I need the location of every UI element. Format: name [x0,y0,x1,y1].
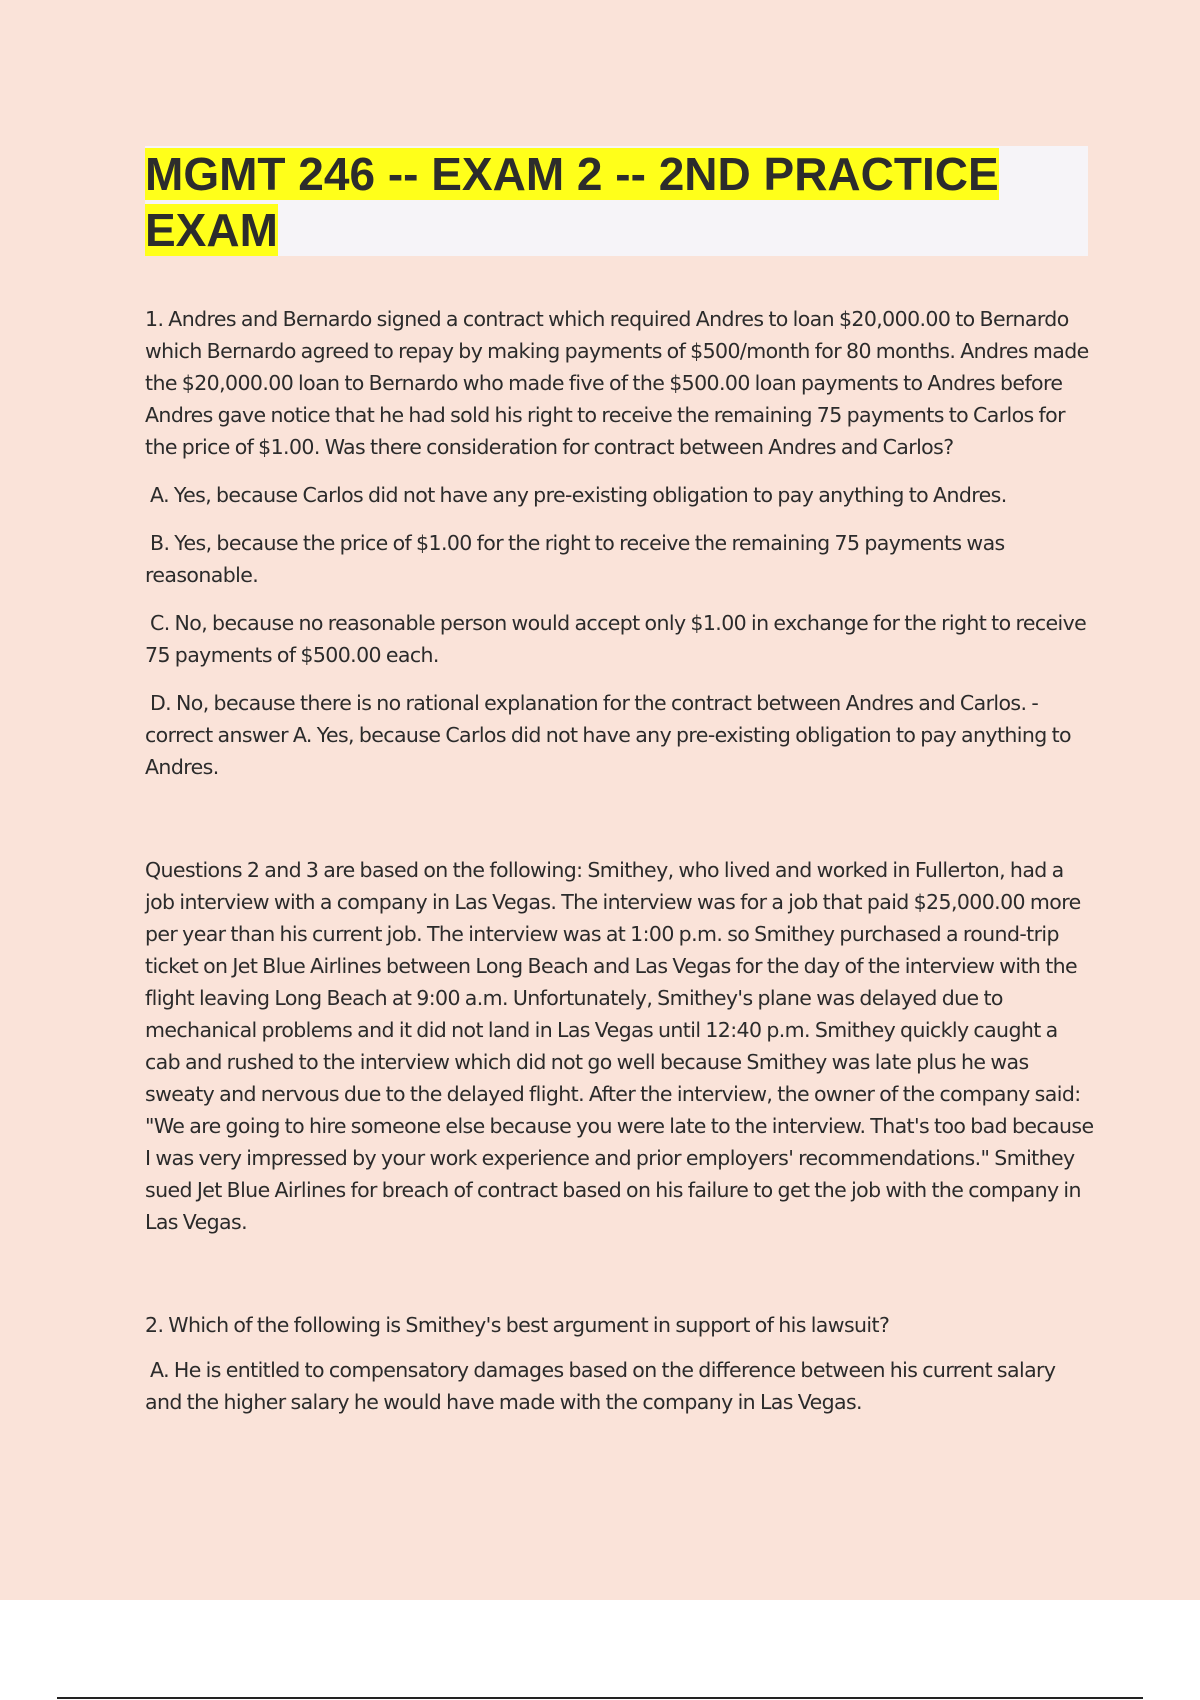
scenario-paragraph: Questions 2 and 3 are based on the following: Smithey, who lived and worked in Fullerton, had a job interview with a company in Las Vegas. The interview was for a job that paid $25,000.00 more per year than his current job. The interview was at 1:00 p.m. so Smithey purchased a round-trip ticket on Jet Blue Airlines between Long Beach and Las Vegas for the day of the interview with the flight leaving Long Beach at 9:00 a.m. Unfortunately, Smithey's plane was delayed due to mechanical problems and it did not land in Las Vegas until 12:40 p.m. Smithey quickly caught a cab and rushed to the interview which did not go well because Smithey was late plus he was sweaty and nervous due to the delayed flight. After the interview, the owner of the company said: "We are going to hire someone else because you were late to the interview. That's too bad because I was very impressed by your work experience and prior employers' recommendations." Smithey sued Jet Blue Airlines for breach of contract based on his failure to get the job with the company in Las Vegas. [145,858,1094,1234]
question-2-stem: 2. Which of the following is Smithey's best argument in support of his lawsuit? [145,1313,890,1337]
question-2-option-a: A. He is entitled to compensatory damages based on the difference between his current salary and the higher salary he would have made with the company in Las Vegas. [145,1358,1056,1414]
title-highlight: MGMT 246 -- EXAM 2 -- 2ND PRACTICE EXAM [145,148,999,256]
page-title [145,146,1088,258]
question-1-stem: 1. Andres and Bernardo signed a contract which required Andres to loan $20,000.00 to Bernardo which Bernardo agreed to repay by making payments of $500/month for 80 months. Andres made the $20,000.00 loan to Bernardo who made five of the $500.00 loan payments to Andres before Andres gave notice that he had sold his right to receive the remaining 75 payments to Carlos for the price of $1.00. Was there consideration for contract between Andres and Carlos? [145,307,1089,459]
question-1-option-b: B. Yes, because the price of $1.00 for the right to receive the remaining 75 payments was reasonable. [145,531,1005,587]
title-block [145,146,1088,256]
question-1-option-c: C. No, because no reasonable person would accept only $1.00 in exchange for the right to receive 75 payments of $500.00 each. [145,611,1087,667]
question-1-option-d: D. No, because there is no rational explanation for the contract between Andres and Carlos. - correct answer A. Yes, because Carlos did not have any pre-existing obligation to pay anything to Andres. [145,691,1071,779]
exam-content [145,303,1095,1418]
footer-divider [57,1697,1143,1699]
question-1-option-a: A. Yes, because Carlos did not have any pre-existing obligation to pay anything to Andres. [150,483,1007,507]
